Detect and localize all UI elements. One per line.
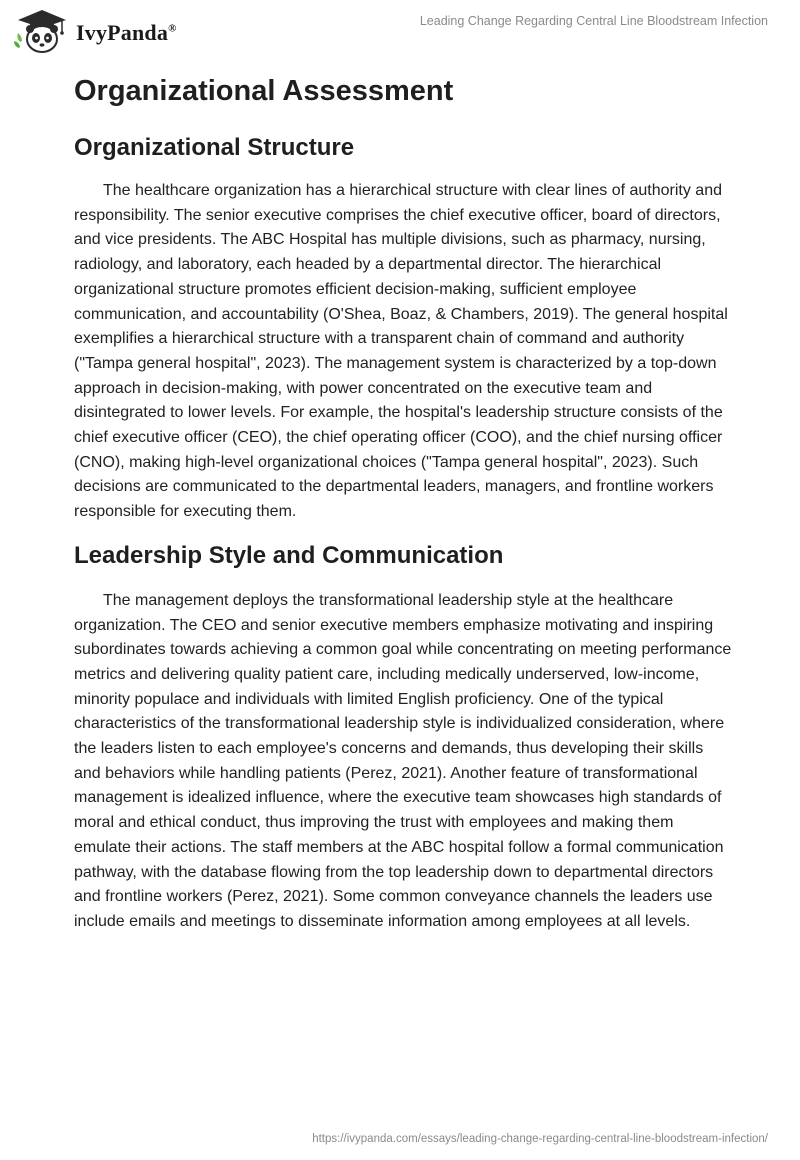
page-header: [0, 0, 800, 60]
panda-graduate-icon: [14, 8, 70, 54]
brand-name: IvyPanda®: [76, 20, 177, 45]
source-url[interactable]: https://ivypanda.com/essays/leading-change-regarding-central-line-bloodstream-infection/: [312, 1133, 768, 1145]
document-body: [74, 72, 734, 935]
section-paragraph-leadership-style: The management deploys the transformational leadership style at the healthcare organization. The CEO and senior executive members emphasize motivating and inspiring subordinates towards achieving a common goal while concentrating on meeting performance metrics and delivering quality patient care, including medically underserved, low-income, minority populace and individuals with limited English proficiency. One of the typical characteristics of the transformational leadership style is individualized consideration, where the leaders listen to each employee's concerns and demands, thus developing their skills and behaviors while handling patients (Perez, 2021). Another feature of transformational management is idealized influence, where the executive team showcases high standards of moral and ethical conduct, thus improving the trust with employees and making them emulate their actions. The staff members at the ABC hospital follow a formal communication pathway, with the database flowing from the top leadership down to departmental directors and frontline workers (Perez, 2021). Some common conveyance channels the leaders use include emails and meetings to disseminate information among employees at all levels.: [74, 591, 732, 930]
section-heading-leadership-style: Leadership Style and Communication: [74, 541, 504, 569]
registered-mark: ®: [168, 22, 177, 35]
brand-logo[interactable]: [14, 8, 177, 54]
section-heading-organizational-structure: Organizational Structure: [74, 134, 355, 161]
section-paragraph-organizational-structure: The healthcare organization has a hierarchical structure with clear lines of authority and responsibility. The senior executive comprises the chief executive officer, board of directors, and vice presidents. The ABC Hospital has multiple divisions, such as pharmacy, nursing, radiology, and laboratory, each headed by a departmental director. The hierarchical organizational structure promotes efficient decision-making, sufficient employee communication, and accountability (O'Shea, Boaz, & Chambers, 2019). The general hospital exemplifies a hierarchical structure with a transparent chain of command and authority ("Tampa general hospital", 2023). The management system is characterized by a top-down approach in decision-making, with power concentrated on the executive team and disintegrated to lower levels. For example, the hospital's leadership structure consists of the chief executive officer (CEO), the chief operating officer (COO), and the chief nursing officer (CNO), making high-level organizational choices ("Tampa general hospital", 2023). Such decisions are communicated to the departmental leaders, managers, and frontline workers responsible for executing them.: [74, 182, 728, 521]
running-title: Leading Change Regarding Central Line Bloodstream Infection: [419, 14, 768, 28]
page-title: Organizational Assessment: [74, 75, 454, 107]
